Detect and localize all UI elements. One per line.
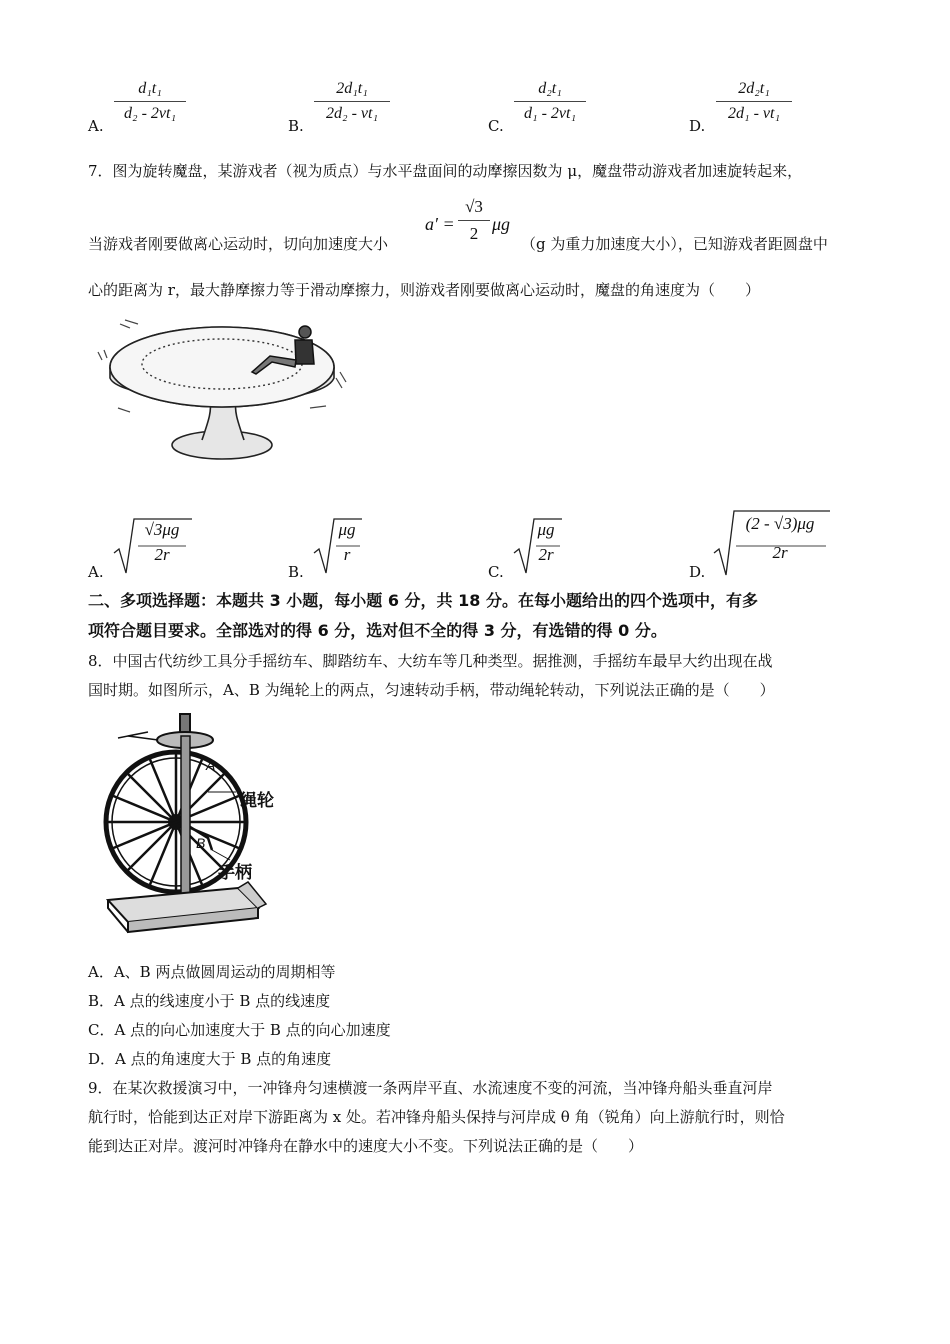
q7-line-2-post: （g 为重力加速度大小），已知游戏者距圆盘中 xyxy=(521,235,828,253)
q7-formula-num: √3 xyxy=(465,197,483,216)
q6-option-a-fraction xyxy=(114,80,186,123)
q8-option-c[interactable]: C．A 点的向心加速度大于 B 点的向心加速度 xyxy=(88,1021,391,1039)
q6-option-b-label[interactable]: B. xyxy=(288,117,304,135)
q6-option-b-den: 2d₂ - vt₁ xyxy=(326,105,378,122)
q6-option-c-num: d₂t₁ xyxy=(538,80,562,97)
q8-line-1: 8．中国古代纺纱工具分手摇纺车、脚踏纺车、大纺车等几种类型。据推测，手摇纺车最早大约出现在战 xyxy=(88,652,773,670)
q6-option-a-num: d₁t₁ xyxy=(138,80,162,97)
q7-option-d-label[interactable]: D. xyxy=(689,563,706,581)
q7-formula-den: 2 xyxy=(469,224,479,243)
q9-line-3: 能到达正对岸。渡河时冲锋舟在静水中的速度大小不变。下列说法正确的是（ ） xyxy=(88,1137,644,1155)
q7-option-b-den: r xyxy=(343,545,351,564)
q6-option-c-den: d₁ - 2vt₁ xyxy=(524,105,576,122)
section-2-heading-line-2: 项符合题目要求。全部选对的得 6 分，选对但不全的得 3 分，有选错的得 0 分。 xyxy=(88,621,667,640)
q7-option-b-label[interactable]: B. xyxy=(288,563,304,581)
q6-option-d-fraction xyxy=(716,80,792,123)
q8-option-b[interactable]: B．A 点的线速度小于 B 点的线速度 xyxy=(88,992,331,1010)
q7-option-d-num: (2 - √3)μg xyxy=(745,514,815,533)
q7-option-c-label[interactable]: C. xyxy=(488,563,504,581)
q7-formula-tail: μg xyxy=(492,214,511,234)
q6-option-c-label[interactable]: C. xyxy=(488,117,504,135)
wheel-point-a-label: A xyxy=(206,757,216,773)
spinning-wheel-figure xyxy=(88,710,288,945)
q6-option-c-fraction xyxy=(514,80,586,123)
q7-option-a-num: √3μg xyxy=(144,520,180,539)
q7-line-2-pre: 当游戏者刚要做离心运动时，切向加速度大小 xyxy=(88,235,389,253)
handle-label: 手柄 xyxy=(218,863,252,883)
q6-option-d-num: 2d₂t₁ xyxy=(738,80,770,97)
q7-option-a-den: 2r xyxy=(154,545,170,564)
q7-option-d-den: 2r xyxy=(772,543,788,562)
q6-option-b-num: 2d₁t₁ xyxy=(336,80,368,97)
wheel-point-b-label: B xyxy=(196,835,206,851)
q7-line-3: 心的距离为 r，最大静摩擦力等于滑动摩擦力，则游戏者刚要做离心运动时，魔盘的角速度为（ ） xyxy=(88,281,760,299)
q9-line-2: 航行时，恰能到达正对岸下游距离为 x 处。若冲锋舟船头保持与河岸成 θ 角（锐角）向上游航行时，则恰 xyxy=(88,1108,785,1126)
q7-option-c-den: 2r xyxy=(538,545,554,564)
q6-option-a-label[interactable]: A. xyxy=(88,117,104,135)
q7-option-b-num: μg xyxy=(338,520,356,539)
q6-option-b-fraction xyxy=(314,80,390,123)
q8-option-a[interactable]: A．A、B 两点做圆周运动的周期相等 xyxy=(88,963,336,981)
q6-option-a-den: d₂ - 2vt₁ xyxy=(124,105,176,122)
q7-line-1: 7．图为旋转魔盘，某游戏者（视为质点）与水平盘面间的动摩擦因数为 μ，魔盘带动游戏者加速旋转起来， xyxy=(88,162,803,180)
q6-option-d-label[interactable]: D. xyxy=(689,117,706,135)
q9-line-1: 9．在某次救援演习中，一冲锋舟匀速横渡一条两岸平直、水流速度不变的河流，当冲锋舟船头垂直河岸 xyxy=(88,1079,773,1097)
q7-option-a-label[interactable]: A. xyxy=(88,563,104,581)
q7-option-c-num: μg xyxy=(537,520,555,539)
q8-option-d[interactable]: D．A 点的角速度大于 B 点的角速度 xyxy=(88,1050,332,1068)
q6-option-d-den: 2d₁ - vt₁ xyxy=(728,105,780,122)
q7-formula-lhs: a′ = xyxy=(425,214,455,234)
rotating-disc-figure xyxy=(90,312,355,472)
q8-line-2: 国时期。如图所示，A、B 为绳轮上的两点，匀速转动手柄，带动绳轮转动，下列说法正确的是（ ） xyxy=(88,681,775,699)
rope-wheel-label: 绳轮 xyxy=(240,791,274,811)
section-2-heading-line-1: 二、多项选择题：本题共 3 小题，每小题 6 分，共 18 分。在每小题给出的四个选项中，有多 xyxy=(88,591,758,610)
